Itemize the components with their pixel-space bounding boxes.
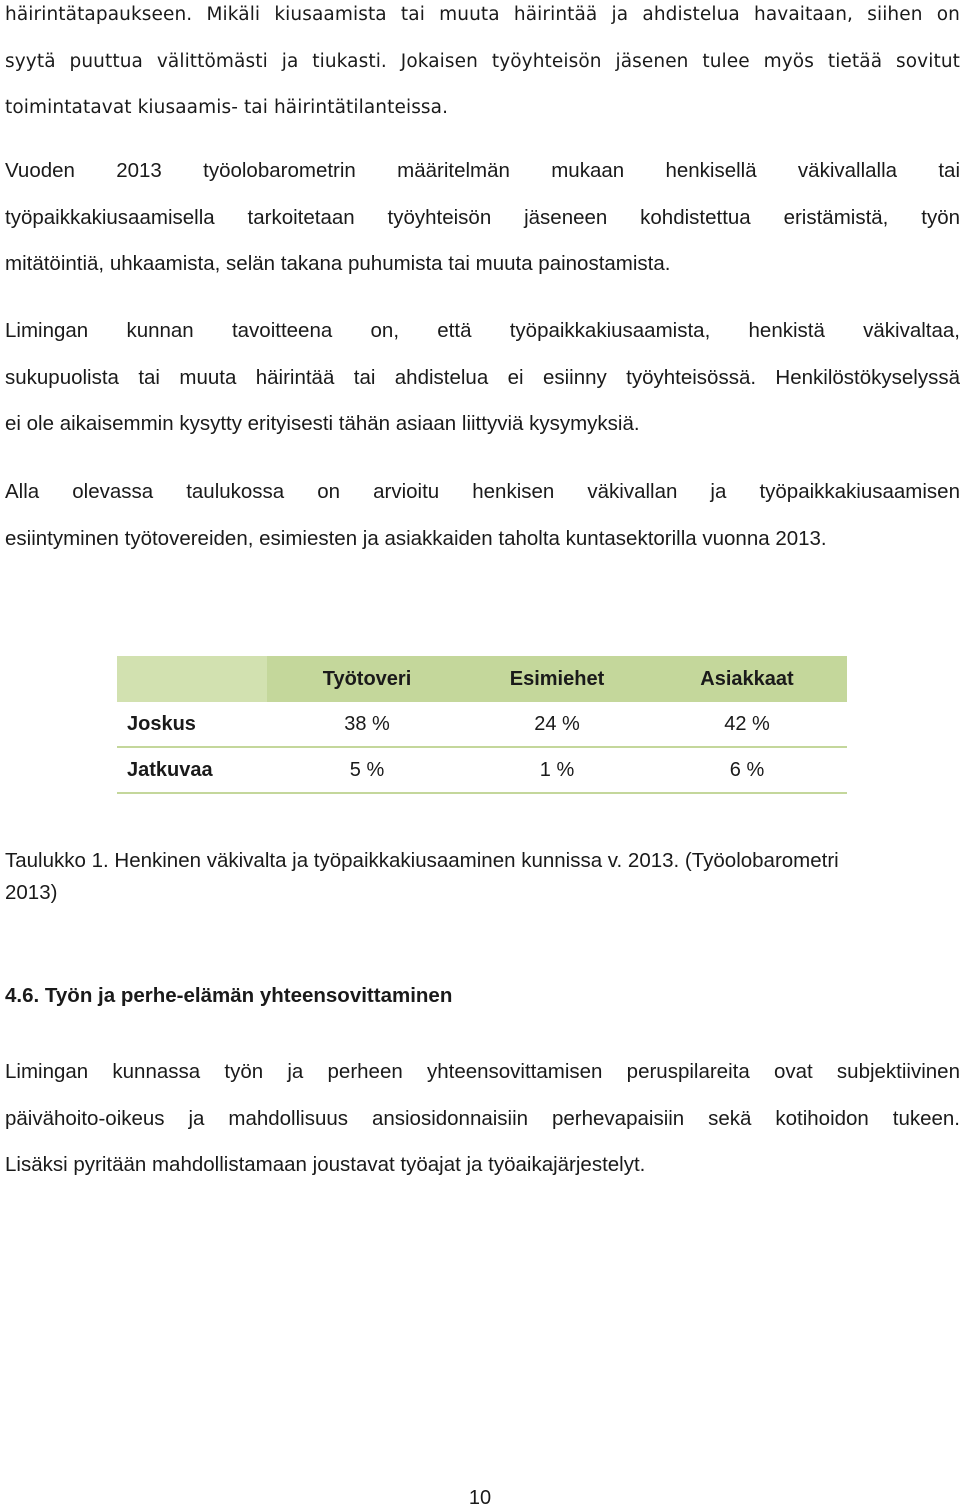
paragraph-work-family <box>5 1049 960 1189</box>
text-line: Alla olevassa taulukossa on arvioitu henkisen väkivallan ja työpaikkakiusaamisen <box>5 480 960 503</box>
paragraph-harassment-intro <box>5 0 960 132</box>
table-cell: 38 % <box>267 702 467 747</box>
text-line: työpaikkakiusaamisella tarkoitetaan työyhteisön jäseneen kohdistettua eristämistä, työn <box>5 205 960 229</box>
text-line: mitätöintiä, uhkaamista, selän takana puhumista tai muuta painostamista. <box>5 252 671 275</box>
table-cell: 1 % <box>467 747 647 793</box>
text-line: Lisäksi pyritään mahdollistamaan joustavat työajat ja työaikajärjestelyt. <box>5 1153 646 1176</box>
text-line: Limingan kunnassa työn ja perheen yhteensovittamisen peruspilareita ovat subjektiivinen <box>5 1060 960 1083</box>
table-caption <box>5 845 960 909</box>
caption-line: 2013) <box>5 881 58 904</box>
page-number: 10 <box>468 1487 492 1509</box>
table-cell: 42 % <box>647 702 847 747</box>
section-heading: 4.6. Työn ja perhe-elämän yhteensovittaminen <box>5 984 453 1007</box>
text-line: ei ole aikaisemmin kysytty erityisesti tähän asiaan liittyviä kysymyksiä. <box>5 412 640 435</box>
text-line: häirintätapaukseen. Mikäli kiusaamista tai muuta häirintää ja ahdistelua havaitaan, siihen on <box>5 4 960 25</box>
row-label: Jatkuvaa <box>117 747 267 793</box>
text-line: Vuoden 2013 työolobarometrin määritelmän mukaan henkisellä väkivallalla tai <box>5 159 960 182</box>
table-cell: 6 % <box>647 747 847 793</box>
table-row <box>117 702 847 747</box>
table-header-cell: Esimiehet <box>467 656 647 702</box>
statistics-table <box>117 656 847 794</box>
row-label: Joskus <box>117 702 267 747</box>
table-header-cell: Asiakkaat <box>647 656 847 702</box>
table-row <box>117 747 847 793</box>
text-line: sukupuolista tai muuta häirintää tai ahdistelua ei esiinny työyhteisössä. Henkilöstökyselyssä <box>5 365 960 389</box>
text-line: päivähoito-oikeus ja mahdollisuus ansiosidonnaisiin perhevapaisiin sekä kotihoidon tukeen. <box>5 1106 960 1130</box>
table-header-row <box>117 656 847 702</box>
caption-line: Taulukko 1. Henkinen väkivalta ja työpaikkakiusaaminen kunnissa v. 2013. (Työolobarometri <box>5 849 839 872</box>
table-header-cell: Työtoveri <box>267 656 467 702</box>
paragraph-table-intro <box>5 469 960 562</box>
text-line: Limingan kunnan tavoitteena on, että työpaikkakiusaamista, henkistä väkivaltaa, <box>5 319 960 342</box>
text-line: esiintyminen työtovereiden, esimiesten ja asiakkaiden taholta kuntasektorilla vuonna 2013. <box>5 526 827 550</box>
text-line: toimintatavat kiusaamis- tai häirintätilanteissa. <box>5 97 449 118</box>
text-line: syytä puuttua välittömästi ja tiukasti. Jokaisen työyhteisön jäsenen tulee myös tietää sovitut <box>5 50 960 72</box>
table-cell: 24 % <box>467 702 647 747</box>
table-cell: 5 % <box>267 747 467 793</box>
paragraph-definition <box>5 148 960 288</box>
statistics-table-container <box>117 656 847 794</box>
table-header-cell <box>117 656 267 702</box>
paragraph-goal <box>5 308 960 448</box>
